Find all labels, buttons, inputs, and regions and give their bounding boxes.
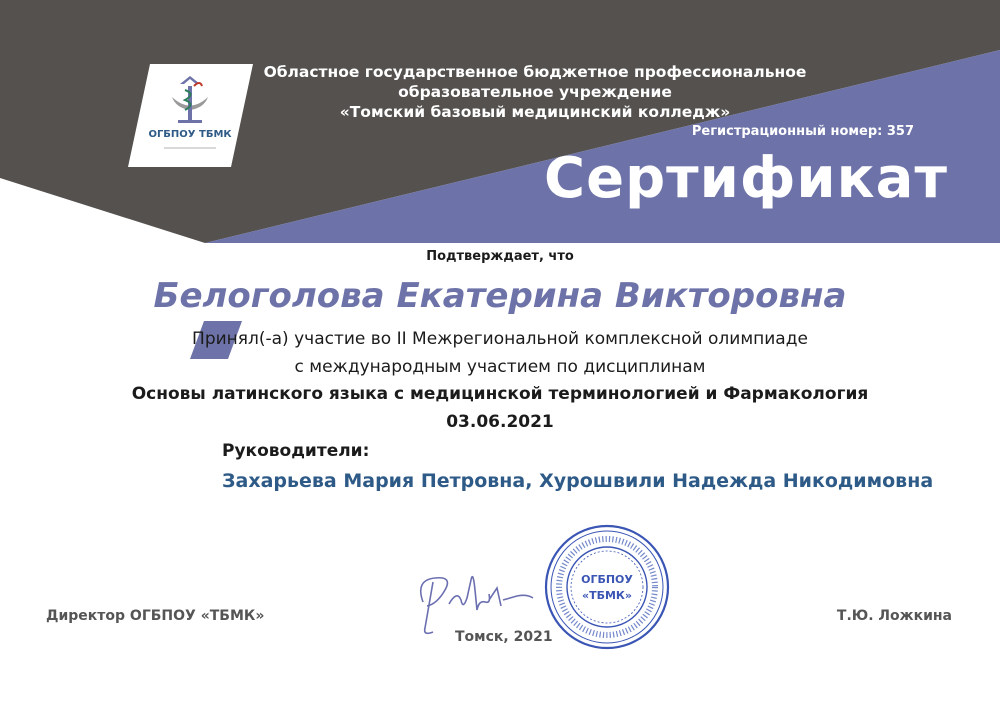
org-line-1: Областное государственное бюджетное профессиональное — [263, 63, 807, 81]
director-title: Директор ОГБПОУ «ТБМК» — [46, 608, 265, 624]
college-logo — [128, 64, 253, 167]
director-signature — [405, 560, 545, 640]
organization-name — [250, 62, 820, 122]
disciplines: Основы латинского языка с медицинской терминологией и Фармакология — [131, 384, 869, 404]
stamp-center-line-1: ОГБПОУ — [581, 573, 633, 586]
registration-number: Регистрационный номер: 357 — [691, 124, 914, 139]
org-line-2: образовательное учреждение — [398, 83, 672, 101]
leaders-label: Руководители: — [222, 441, 370, 461]
certificate-title: Сертификат — [544, 146, 948, 211]
logo-abbrev: ОГБПОУ ТБМК — [148, 129, 232, 140]
recipient-name: Белоголова Екатерина Викторовна — [153, 276, 847, 316]
leaders-names: Захарьева Мария Петровна, Хурошвили Надежда Никодимовна — [222, 470, 934, 492]
confirm-text: Подтверждает, что — [426, 249, 574, 264]
city-year: Томск, 2021 — [455, 629, 553, 645]
participation-line-2: с международным участием по дисциплинам — [294, 357, 706, 377]
org-line-3: «Томский базовый медицинский колледж» — [339, 103, 731, 121]
signatory-name: Т.Ю. Ложкина — [836, 608, 952, 624]
participation-line-1: Принял(-а) участие во II Межрегиональной комплексной олимпиаде — [192, 329, 808, 349]
event-date: 03.06.2021 — [446, 412, 554, 432]
official-stamp — [543, 523, 671, 651]
stamp-center-line-2: «ТБМК» — [581, 589, 633, 602]
